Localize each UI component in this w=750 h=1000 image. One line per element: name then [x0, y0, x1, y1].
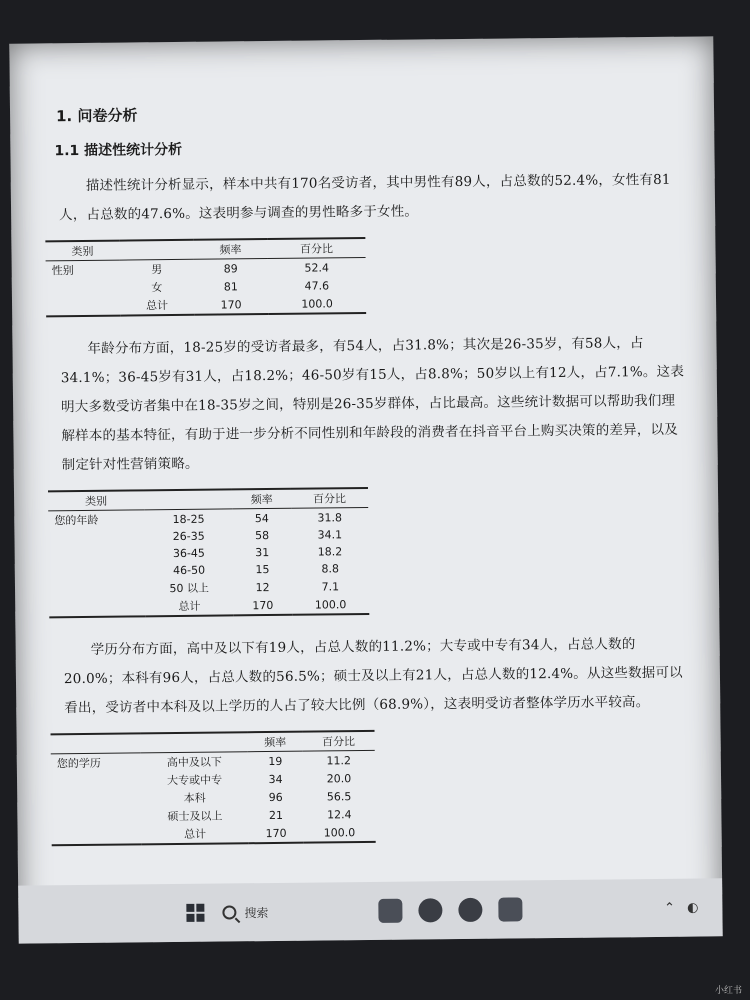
- table-cell: 总计: [178, 599, 201, 613]
- windows-start-icon[interactable]: [186, 904, 204, 922]
- paragraph-age: 年龄分布方面，18-25岁的受访者最多，有54人，占31.8%；其次是26-35岁，有58人，占34.1%；36-45岁有31人，占18.2%；46-50岁有15人，占8.8%；50岁以上有12人，占7.1%。这表明大多数受访者集中在18-35岁之间，特别是26-35岁群体，占比最高。这些统计数据可以帮助我们理解样本的基本特征，有助于进一步分析不同性别和年龄段的消费者在抖音平台上购买决策的差异，以及制定针对性营销策略。: [60, 335, 685, 474]
- table-cell: 18-25: [172, 512, 205, 526]
- monitor-screen: [9, 36, 722, 943]
- table-row: [49, 595, 369, 617]
- table-cell: 56.5: [326, 789, 352, 803]
- table-cell: 52.4: [304, 260, 329, 275]
- taskbar-app-icon[interactable]: [378, 899, 402, 923]
- table-row: [46, 294, 366, 316]
- table-cell: 女: [151, 281, 163, 295]
- table-cell: 21: [268, 808, 283, 822]
- table-cell: 170: [265, 826, 287, 840]
- table-header: 类别: [45, 241, 119, 261]
- table-cell: 47.6: [304, 278, 330, 293]
- table-cell: 8.8: [321, 562, 340, 576]
- table-cell: 170: [252, 598, 274, 612]
- system-tray: [664, 900, 698, 915]
- table-row: [52, 823, 376, 845]
- age-table: [48, 487, 369, 618]
- table-cell: 100.0: [314, 597, 347, 612]
- taskbar-apps: [378, 897, 522, 923]
- table-cell: 20.0: [326, 771, 352, 785]
- table-header: [119, 240, 193, 260]
- table-cell: 19: [268, 754, 283, 768]
- table-cell: 本科: [183, 791, 206, 805]
- table-header: 百分比: [267, 238, 365, 259]
- table-cell: 15: [255, 563, 270, 577]
- table-cell: 96: [268, 790, 283, 804]
- taskbar: [18, 878, 723, 943]
- gender-table: [45, 237, 366, 317]
- table-cell: 100.0: [301, 296, 333, 311]
- table-cell: 7.1: [321, 579, 340, 593]
- table-cell: 89: [223, 261, 238, 275]
- taskbar-app-icon[interactable]: [498, 897, 522, 921]
- table-cell: 大专或中专: [166, 773, 223, 788]
- table-cell: 18.2: [317, 545, 343, 559]
- table-header: 百分比: [302, 731, 374, 751]
- table-header: 频率: [248, 732, 303, 752]
- chevron-up-icon[interactable]: ⌃: [664, 900, 676, 916]
- subsection-title: 1.1 描述性统计分析: [54, 141, 183, 160]
- group-label: 性别: [51, 264, 74, 278]
- table-cell: 高中及以下: [166, 755, 222, 770]
- table-header: 频率: [193, 239, 267, 259]
- table-header: 频率: [232, 489, 291, 509]
- table-cell: 总计: [145, 299, 169, 313]
- table-cell: 46-50: [173, 563, 206, 578]
- group-label: 您的学历: [56, 756, 101, 771]
- table-cell: 男: [151, 263, 163, 277]
- table-cell: 11.2: [326, 753, 352, 767]
- search-icon: [222, 905, 236, 919]
- table-header: [140, 732, 248, 753]
- table-header: 百分比: [291, 488, 368, 508]
- table-cell: 81: [223, 279, 238, 293]
- table-cell: 34: [268, 772, 283, 786]
- section-title: 1. 问卷分析: [55, 106, 138, 126]
- watermark-logo: 小红书: [714, 986, 742, 996]
- taskbar-app-icon[interactable]: [458, 898, 482, 922]
- table-header: [144, 489, 233, 509]
- education-table: [51, 730, 376, 846]
- document-body: [44, 89, 692, 865]
- volume-icon[interactable]: ◐: [686, 900, 699, 916]
- table-header: [51, 733, 141, 753]
- paragraph-education: 学历分布方面，高中及以下有19人，占总人数的11.2%；大专或中专有34人，占总人数的20.0%；本科有96人，占总人数的56.5%；硕士及以上有21人，占总人数的12.4%。从这些数据可以看出，受访者中本科及以上学历的人占了较大比例（68.9%），这表明受访者整体学历水平较高。: [63, 636, 683, 717]
- paragraph-gender: 描述性统计分析显示，样本中共有170名受访者，其中男性有89人，占总数的52.4%，女性有81人，占总数的47.6%。这表明参与调查的男性略多于女性。: [59, 171, 671, 224]
- group-label: 您的年龄: [54, 513, 99, 528]
- table-header: 类别: [48, 490, 144, 511]
- table-cell: 26-35: [172, 529, 205, 544]
- table-cell: 100.0: [323, 825, 356, 839]
- table-cell: 34.1: [317, 528, 343, 542]
- table-cell: 50 以上: [169, 581, 210, 596]
- table-cell: 54: [254, 511, 269, 525]
- table-cell: 硕士及以上: [167, 809, 223, 824]
- table-cell: 58: [254, 529, 270, 543]
- table-cell: 总计: [184, 827, 207, 841]
- taskbar-search[interactable]: [222, 904, 268, 921]
- table-cell: 170: [220, 297, 242, 312]
- table-cell: 31: [255, 546, 270, 560]
- table-cell: 36-45: [172, 546, 205, 561]
- taskbar-app-icon[interactable]: [418, 898, 442, 922]
- search-label: 搜索: [244, 905, 269, 920]
- table-cell: 31.8: [317, 510, 342, 525]
- table-cell: 12: [255, 580, 270, 594]
- table-cell: 12.4: [326, 807, 352, 821]
